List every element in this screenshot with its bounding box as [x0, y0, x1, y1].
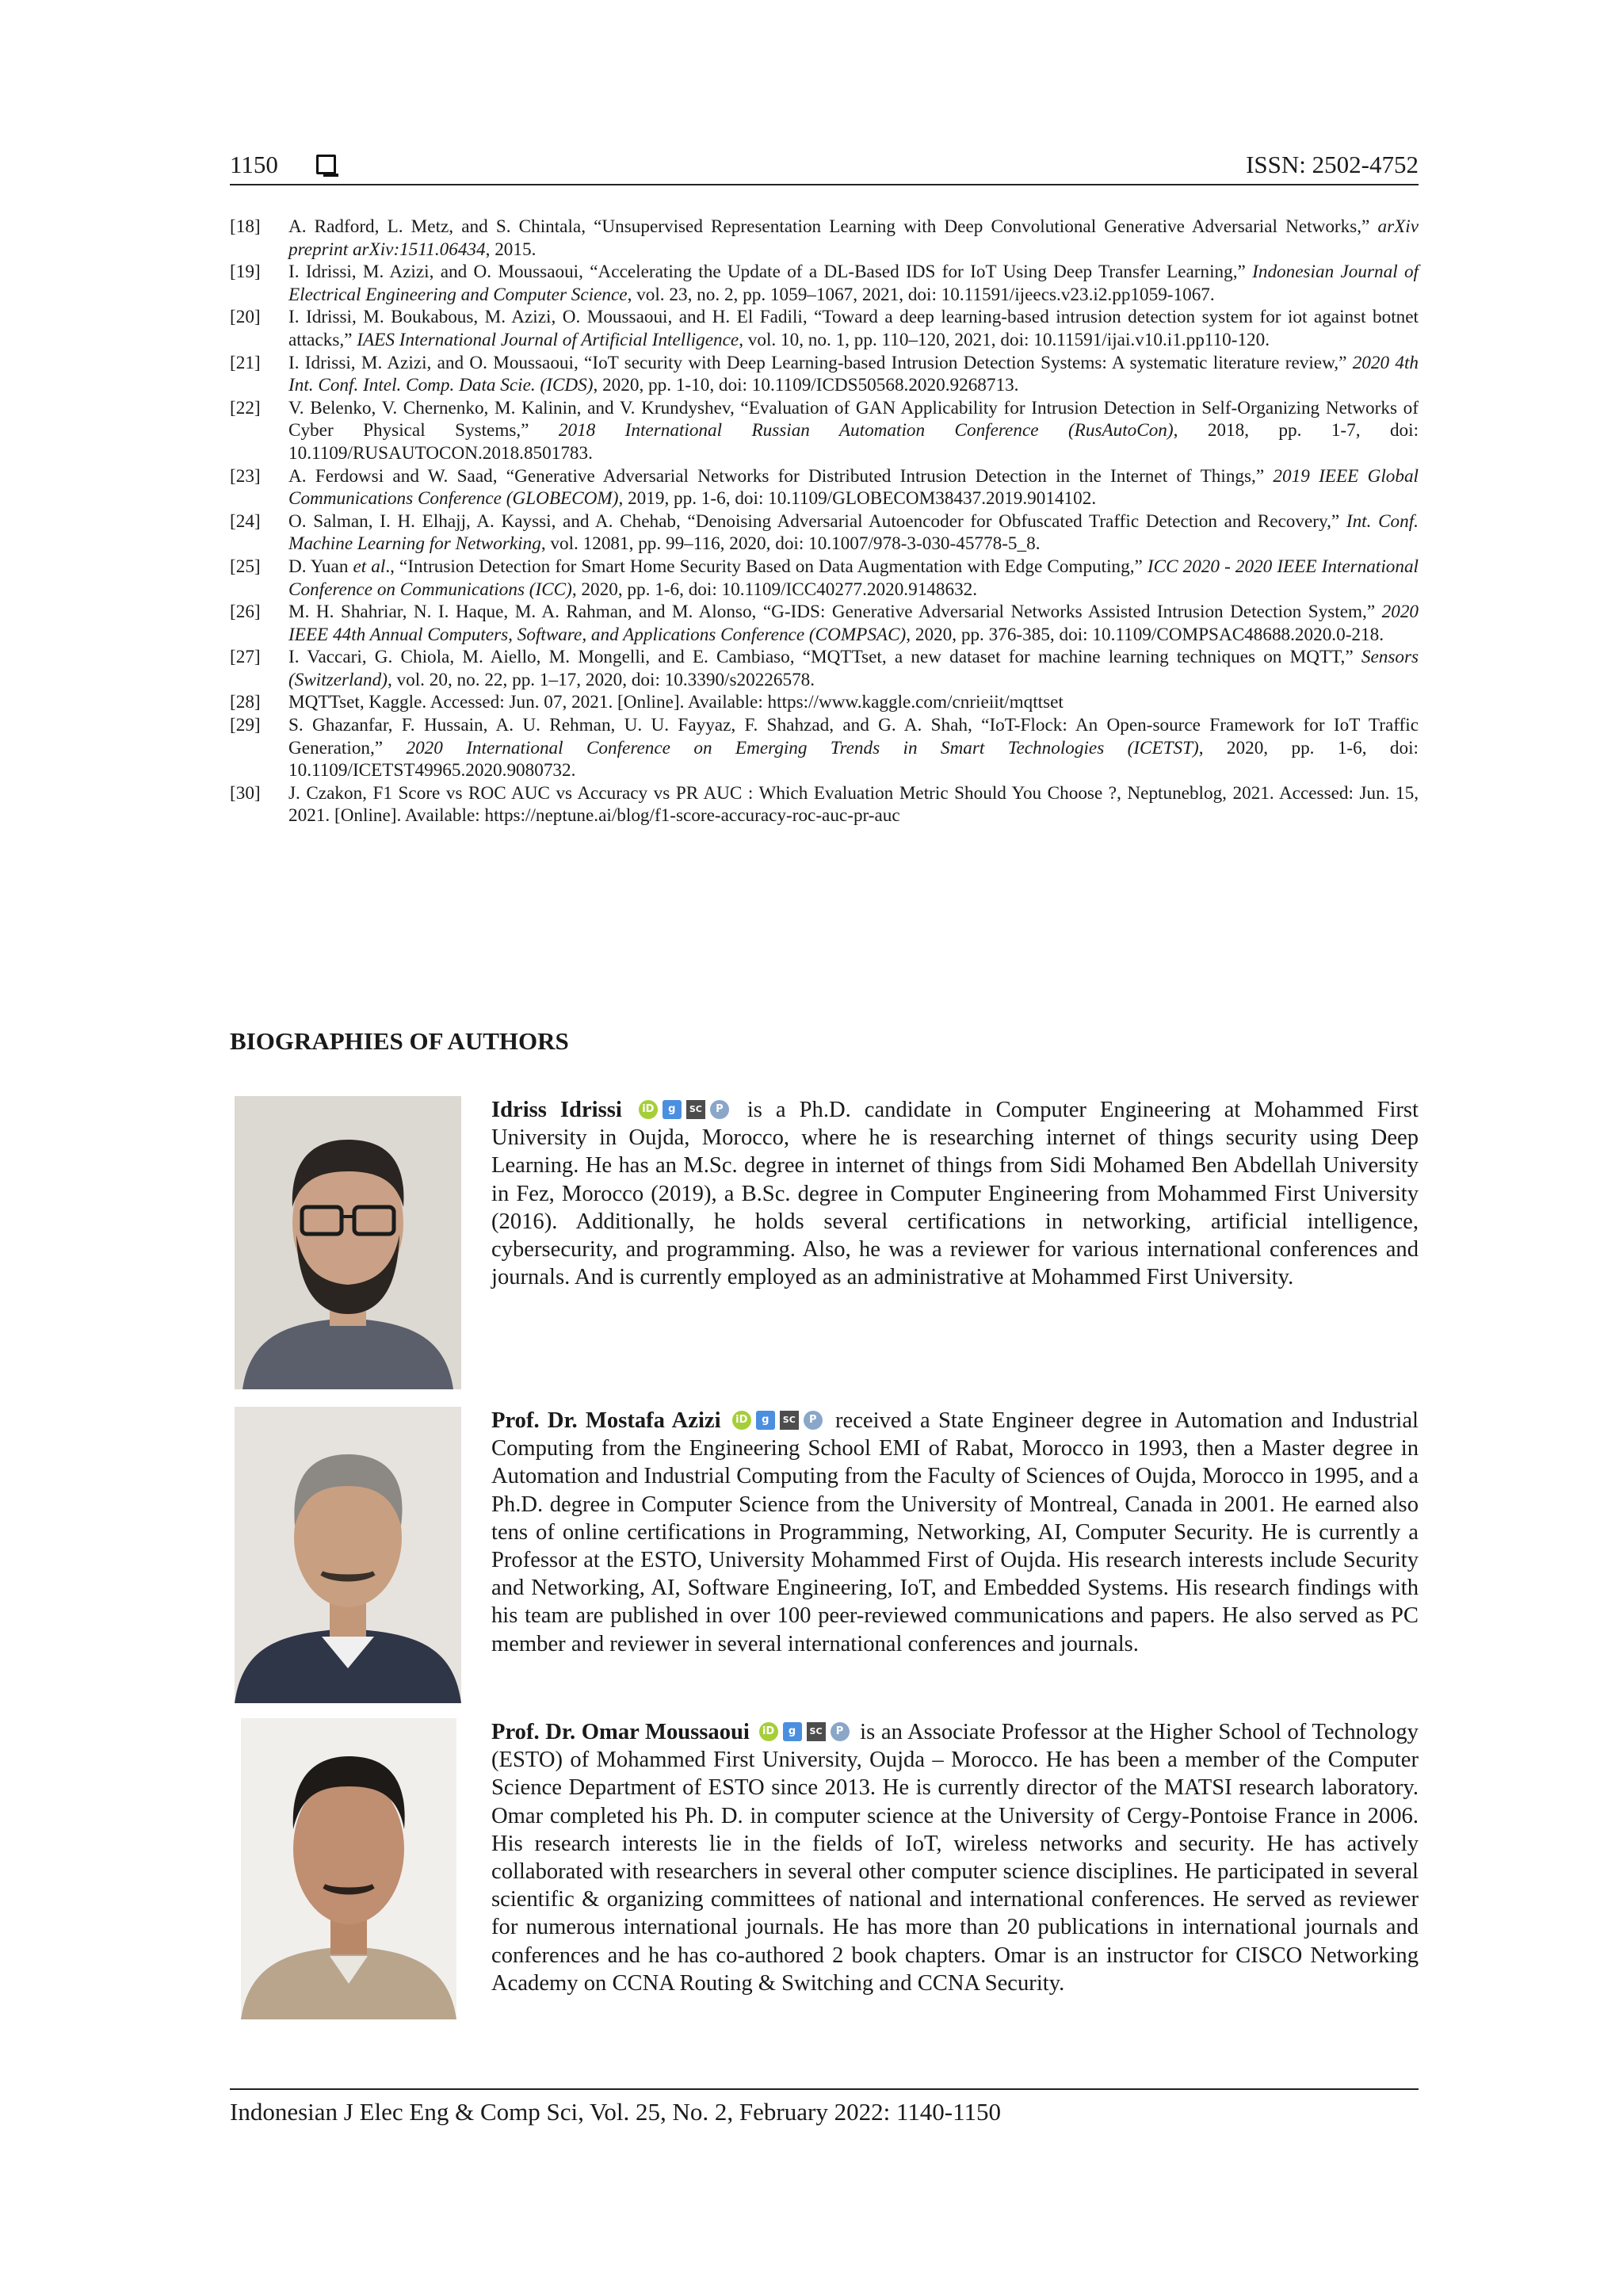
reference-text: [288, 510, 1419, 556]
reference-part: A. Ferdowsi and W. Saad, “Generative Adversarial Networks for Distributed Intrusion Detection in the Internet of Things,”: [288, 465, 1274, 487]
reference-part: , 2020, pp. 376-385, doi: 10.1109/COMPSAC48688.2020.0-218.: [906, 624, 1384, 645]
reference-part: , vol. 10, no. 1, pp. 110–120, 2021, doi: 10.11591/ijai.v10.i1.pp110-120.: [739, 329, 1270, 350]
author-photo-2: [235, 1407, 461, 1703]
page-footer: [230, 2088, 1419, 2126]
reference-part: D. Yuan: [288, 556, 353, 577]
reference-venue: arXiv preprint arXiv:1511.06434: [288, 216, 1419, 260]
reference-venue: 2020 International Conference on Emerging Trends in Smart Technologies (ICETST): [406, 737, 1199, 758]
reference-text: [288, 465, 1419, 510]
author-bio-1: [230, 1096, 1419, 1389]
reference-part: M. H. Shahriar, N. I. Haque, M. A. Rahman, and M. Alonso, “G-IDS: Generative Adversarial Networks Assisted Intrusion Detection System,”: [288, 602, 1382, 623]
reference-number: [22]: [230, 397, 261, 418]
author-bio-3: [230, 1718, 1419, 2019]
reference-part: , 2020, pp. 1-6, doi: 10.1109/ICETST49965.2020.9080732.: [288, 737, 1419, 781]
square-icon: [316, 155, 336, 174]
reference-part: V. Belenko, V. Chernenko, M. Kalinin, and V. Krundyshev, “Evaluation of GAN Applicability for Intrusion Detection in Self-Organizing Networks of Cyber Physical Systems,”: [288, 397, 1419, 441]
reference-item: [230, 216, 1419, 261]
reference-part: , 2018, pp. 1-7, doi: 10.1109/RUSAUTOCON.2018.8501783.: [288, 420, 1419, 464]
reference-text: [288, 556, 1419, 601]
author-photo-3: [241, 1718, 456, 2019]
publons-icon[interactable]: P: [710, 1100, 729, 1119]
author-bio: received a State Engineer degree in Automation and Industrial Computing from the Engineering School EMI of Rabat, Morocco in 1993, then a Master degree in Automation and Industrial Computing from the Faculty of Sciences of Oujda, Morocco in 1995, and a Ph.D. degree in Computer Science from the University of Montreal, Canada in 2001. He earned also tens of online certifications in Programming, Networking, AI, Computer Security. He is currently a Professor at the ESTO, University Mohammed First of Oujda. His research interests include Security and Networking, AI, Software Engineering, IoT, and Embedded Systems. His research findings with his team are published in over 100 peer-reviewed communications and papers. He also served as PC member and reviewer in several international conferences and journals.: [491, 1408, 1419, 1656]
reference-part: I. Idrissi, M. Azizi, and O. Moussaoui, “IoT security with Deep Learning-based Intrusion Detection Systems: A systematic literature review,”: [288, 352, 1353, 373]
orcid-icon[interactable]: iD: [639, 1100, 658, 1119]
reference-part: , 2020, pp. 1-10, doi: 10.1109/ICDS50568.2020.9268713.: [593, 375, 1019, 396]
reference-item: [230, 601, 1419, 646]
profile-links: [732, 1411, 823, 1430]
author-bio-text-1: [491, 1096, 1419, 1291]
reference-item: [230, 556, 1419, 601]
reference-number: [21]: [230, 352, 261, 373]
author-bio-text-2: [491, 1407, 1419, 1658]
reference-part: I. Idrissi, M. Boukabous, M. Azizi, O. Moussaoui, and H. El Fadili, “Toward a deep learning-based intrusion detection system for iot against botnet attacks,”: [288, 307, 1419, 350]
reference-part: , 2020, pp. 1-6, doi: 10.1109/ICC40277.2020.9148632.: [571, 579, 978, 600]
reference-number: [26]: [230, 602, 261, 623]
reference-item: [230, 306, 1419, 351]
reference-item: [230, 782, 1419, 827]
reference-part: , vol. 23, no. 2, pp. 1059–1067, 2021, doi: 10.11591/ijeecs.v23.i2.pp1059-1067.: [627, 284, 1215, 305]
google-scholar-icon[interactable]: g: [783, 1722, 802, 1741]
reference-part: J. Czakon, F1 Score vs ROC AUC vs Accuracy vs PR AUC : Which Evaluation Metric Should You Choose ?, Neptuneblog, 2021. Accessed: Jun. 15, 2021. [Online]. Available: https://neptune.ai/blog/f1-score-accuracy-roc-auc-pr-auc: [288, 782, 1419, 827]
scopus-icon[interactable]: SC: [686, 1100, 705, 1119]
reference-item: [230, 352, 1419, 397]
reference-number: [28]: [230, 692, 261, 713]
reference-text: [288, 646, 1419, 691]
reference-venue: ICC 2020 - 2020 IEEE International Conference on Communications (ICC): [288, 556, 1419, 600]
reference-part: A. Radford, L. Metz, and S. Chintala, “Unsupervised Representation Learning with Deep Convolutional Generative Adversarial Networks,”: [288, 216, 1378, 237]
reference-part: I. Idrissi, M. Azizi, and O. Moussaoui, “Accelerating the Update of a DL-Based IDS for IoT Using Deep Transfer Learning,”: [288, 262, 1253, 283]
author-name: Prof. Dr. Mostafa Azizi: [491, 1408, 721, 1433]
reference-text: [288, 306, 1419, 351]
reference-venue: Int. Conf. Machine Learning for Networking: [288, 510, 1419, 555]
page-number: 1150: [230, 151, 278, 178]
profile-links: [639, 1100, 729, 1119]
issn: ISSN: 2502-4752: [1246, 151, 1419, 178]
reference-number: [29]: [230, 715, 261, 736]
reference-venue: 2020 IEEE 44th Annual Computers, Software, and Applications Conference (COMPSAC): [288, 602, 1419, 645]
reference-text: [288, 601, 1419, 646]
author-bio: is an Associate Professor at the Higher School of Technology (ESTO) of Mohammed First University, Oujda – Morocco. He has been a member of the Computer Science Department of ESTO since 2013. He is currently director of the MATSI research laboratory. Omar completed his Ph. D. in computer science at the University of Cergy-Pontoise France in 2006. His research interests lie in the fields of IoT, wireless networks and security. He has actively collaborated with researchers in several other computer science disciplines. He participated in several scientific & organizing committees of national and international conferences. He served as reviewer for numerous international journals. He has more than 20 publications in international journals and conferences and he has co-authored 2 book chapters. Omar is an instructor for CISCO Networking Academy on CCNA Routing & Switching and CCNA Security.: [491, 1720, 1419, 1996]
reference-venue: IAES International Journal of Artificial Intelligence: [357, 329, 739, 350]
reference-number: [30]: [230, 782, 261, 804]
reference-venue: 2018 International Russian Automation Conference (RusAutoCon): [558, 420, 1174, 441]
reference-part: ., “Intrusion Detection for Smart Home Security Based on Data Augmentation with Edge Computing,”: [385, 556, 1148, 577]
scopus-icon[interactable]: SC: [807, 1722, 826, 1741]
reference-part: MQTTset, Kaggle. Accessed: Jun. 07, 2021. [Online]. Available: https://www.kaggle.com/cnrieiit/mqttset: [288, 692, 1064, 713]
author-photo-1: [235, 1096, 461, 1389]
reference-item: [230, 691, 1419, 714]
reference-part: , 2019, pp. 1-6, doi: 10.1109/GLOBECOM38437.2019.9014102.: [618, 488, 1097, 510]
publons-icon[interactable]: P: [831, 1722, 850, 1741]
reference-venue: et al: [353, 556, 386, 577]
page-header: [230, 151, 1419, 185]
author-bio-text-3: [491, 1718, 1419, 1997]
reference-text: [288, 714, 1419, 782]
reference-part: , vol. 20, no. 22, pp. 1–17, 2020, doi: 10.3390/s20226578.: [387, 669, 815, 690]
reference-item: [230, 397, 1419, 465]
reference-list: [230, 216, 1419, 827]
reference-item: [230, 261, 1419, 306]
reference-venue: 2019 IEEE Global Communications Conference (GLOBECOM): [288, 465, 1419, 510]
google-scholar-icon[interactable]: g: [663, 1100, 682, 1119]
reference-number: [20]: [230, 307, 261, 328]
author-name: Idriss Idrissi: [491, 1098, 622, 1122]
reference-text: [288, 261, 1419, 306]
author-name: Prof. Dr. Omar Moussaoui: [491, 1720, 750, 1744]
biographies-heading: BIOGRAPHIES OF AUTHORS: [230, 1027, 569, 1055]
author-bio: is a Ph.D. candidate in Computer Engineering at Mohammed First University in Oujda, Morocco, where he is researching internet of things security using Deep Learning. He has an M.Sc. degree in internet of things from Sidi Mohamed Ben Abdellah University in Fez, Morocco (2019), a B.Sc. degree in Computer Engineering from Mohammed First University (2016). Additionally, he holds several certifications in networking, artificial intelligence, cybersecurity, and programming. Also, he was a reviewer for various international conferences and journals. And is currently employed as an administrative at Mohammed First University.: [491, 1098, 1419, 1290]
reference-text: [288, 782, 1419, 827]
author-bio-2: [230, 1407, 1419, 1703]
reference-number: [18]: [230, 216, 261, 237]
reference-venue: Indonesian Journal of Electrical Engineering and Computer Science: [288, 262, 1419, 305]
reference-text: [288, 352, 1419, 397]
journal-citation: Indonesian J Elec Eng & Comp Sci, Vol. 25, No. 2, February 2022: 1140-1150: [230, 2098, 1001, 2126]
reference-item: [230, 510, 1419, 556]
reference-number: [25]: [230, 556, 261, 577]
reference-item: [230, 465, 1419, 510]
scopus-icon[interactable]: SC: [780, 1411, 799, 1430]
reference-text: [288, 691, 1419, 714]
reference-text: [288, 216, 1419, 261]
reference-item: [230, 714, 1419, 782]
reference-number: [24]: [230, 510, 261, 532]
profile-links: [759, 1722, 850, 1741]
google-scholar-icon[interactable]: g: [756, 1411, 775, 1430]
reference-part: , vol. 12081, pp. 99–116, 2020, doi: 10.1007/978-3-030-45778-5_8.: [540, 533, 1041, 555]
orcid-icon[interactable]: iD: [759, 1722, 778, 1741]
orcid-icon[interactable]: iD: [732, 1411, 751, 1430]
reference-part: , 2015.: [485, 239, 537, 260]
reference-part: O. Salman, I. H. Elhajj, A. Kayssi, and A. Chehab, “Denoising Adversarial Autoencoder for Obfuscated Traffic Detection and Recovery,”: [288, 510, 1346, 532]
reference-number: [23]: [230, 465, 261, 487]
reference-text: [288, 397, 1419, 465]
publons-icon[interactable]: P: [804, 1411, 823, 1430]
reference-item: [230, 646, 1419, 691]
reference-part: S. Ghazanfar, F. Hussain, A. U. Rehman, U. U. Fayyaz, F. Shahzad, and G. A. Shah, “IoT-Flock: An Open-source Framework for IoT Traffic Generation,”: [288, 715, 1419, 758]
reference-part: I. Vaccari, G. Chiola, M. Aiello, M. Mongelli, and E. Cambiaso, “MQTTset, a new dataset for machine learning techniques on MQTT,”: [288, 647, 1361, 668]
reference-number: [19]: [230, 262, 261, 283]
reference-venue: 2020 4th Int. Conf. Intel. Comp. Data Scie. (ICDS): [288, 352, 1419, 396]
reference-venue: Sensors (Switzerland): [288, 647, 1419, 690]
reference-number: [27]: [230, 647, 261, 668]
